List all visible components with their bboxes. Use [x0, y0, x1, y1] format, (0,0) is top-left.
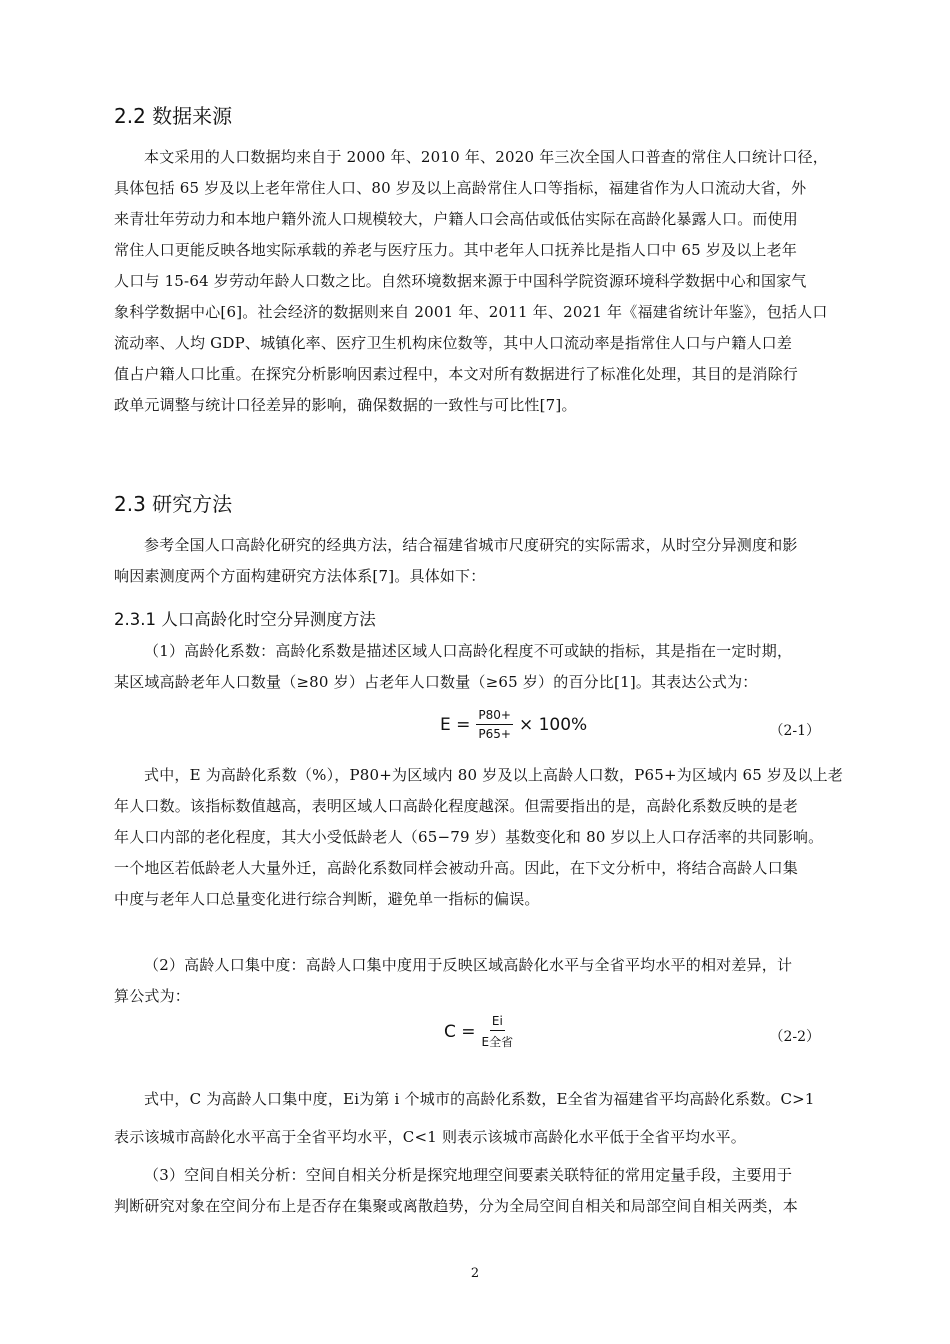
text-line: 式中，C 为高龄人口集中度，Ei为第 i 个城市的高龄化系数，E全省为福建省平均高龄化系数。C>1: [144, 1090, 815, 1108]
eq1-fraction: [476, 708, 513, 741]
equation-number: （2-1）: [769, 723, 820, 739]
text-line: 算公式为：: [114, 987, 191, 1005]
text-line: 响因素测度两个方面构建研究方法体系[7]。具体如下：: [114, 567, 486, 585]
eq1-denominator: P65+: [478, 727, 511, 741]
text-line: 人口与 15-64 岁劳动年龄人口数之比。自然环境数据来源于中国科学院资源环境科学数据中心和国家气: [114, 272, 807, 290]
text-line: 具体包括 65 岁及以上老年常住人口、80 岁及以上高龄常住人口等指标，福建省作为人口流动大省，外: [114, 179, 807, 197]
text-line: 表示该城市高龄化水平高于全省平均水平，C<1 则表示该城市高龄化水平低于全省平均水平。: [114, 1128, 746, 1146]
paragraph-aging-coefficient-explanation: [114, 760, 860, 915]
text-line: 年人口数。该指标数值越高，表明区域人口高龄化程度越深。但需要指出的是，高龄化系数反映的是老: [114, 797, 799, 815]
text-line: 一个地区若低龄老人大量外迁，高龄化系数同样会被动升高。因此，在下文分析中，将结合高龄人口集: [114, 859, 799, 877]
text-line: 判断研究对象在空间分布上是否存在集聚或离散趋势，分为全局空间自相关和局部空间自相关两类，本: [114, 1197, 799, 1215]
text-line: 常住人口更能反映各地实际承载的养老与医疗压力。其中老年人口抚养比是指人口中 65 岁及以上老年: [114, 241, 798, 259]
text-line: 值占户籍人口比重。在探究分析影响因素过程中，本文对所有数据进行了标准化处理，其目的是消除行: [114, 365, 799, 383]
page-number: 2: [470, 1266, 480, 1281]
equation-2-2: [114, 1014, 860, 1060]
text-line: 来青壮年劳动力和本地户籍外流人口规模较大，户籍人口会高估或低估实际在高龄化暴露人口。而使用: [114, 210, 799, 228]
eq2-numerator: Ei: [490, 1014, 505, 1031]
paragraph-concentration-explanation: [114, 1076, 860, 1160]
text-line: 参考全国人口高龄化研究的经典方法，结合福建省城市尺度研究的实际需求，从时空分异测度和影: [144, 536, 798, 554]
paragraph-data-source: [114, 142, 860, 421]
subsection-heading-2-3-1: 2.3.1 人口高龄化时空分异测度方法: [114, 610, 376, 629]
paragraph-aging-coefficient: [114, 636, 860, 698]
eq1-numerator: P80+: [476, 708, 513, 725]
paragraph-methods-intro: [114, 530, 860, 592]
section-heading-2-2: 2.2 数据来源: [114, 104, 233, 128]
text-line: 式中，E 为高龄化系数（%），P80+为区域内 80 岁及以上高龄人口数，P65+为区域内 65 岁及以上老: [144, 766, 844, 784]
text-line: （1）高龄化系数：高龄化系数是描述区域人口高龄化程度不可或缺的指标，其是指在一定时期，: [144, 642, 793, 660]
eq2-denominator: E全省: [481, 1035, 514, 1049]
text-line: 象科学数据中心[6]。社会经济的数据则来自 2001 年、2011 年、2021 年《福建省统计年鉴》，包括人口: [114, 303, 828, 321]
text-line: 政单元调整与统计口径差异的影响，确保数据的一致性与可比性[7]。: [114, 396, 577, 414]
equation-number: （2-2）: [769, 1029, 820, 1045]
eq1-rhs: × 100%: [518, 714, 588, 735]
text-line: 本文采用的人口数据均来自于 2000 年、2010 年、2020 年三次全国人口普查的常住人口统计口径，: [144, 148, 828, 166]
text-line: 某区域高龄老年人口数量（≥80 岁）占老年人口数量（≥65 岁）的百分比[1]。其表达公式为：: [114, 673, 758, 691]
eq2-fraction: [482, 1014, 514, 1050]
text-line: 年人口内部的老化程度，其大小受低龄老人（65−79 岁）基数变化和 80 岁以上人口存活率的共同影响。: [114, 828, 824, 846]
equation-2-1: [114, 708, 860, 754]
text-line: 中度与老年人口总量变化进行综合判断，避免单一指标的偏误。: [114, 890, 540, 908]
paragraph-spatial-autocorrelation: [114, 1160, 860, 1222]
text-line: （3）空间自相关分析：空间自相关分析是探究地理空间要素关联特征的常用定量手段，主要用于: [144, 1166, 793, 1184]
eq1-lhs: E =: [440, 714, 471, 735]
paragraph-concentration: [114, 950, 860, 1012]
eq2-lhs: C =: [444, 1022, 476, 1042]
text-line: 流动率、人均 GDP、城镇化率、医疗卫生机构床位数等，其中人口流动率是指常住人口与户籍人口差: [114, 334, 793, 352]
text-line: （2）高龄人口集中度：高龄人口集中度用于反映区域高龄化水平与全省平均水平的相对差异，计: [144, 956, 793, 974]
section-heading-2-3: 2.3 研究方法: [114, 492, 233, 516]
